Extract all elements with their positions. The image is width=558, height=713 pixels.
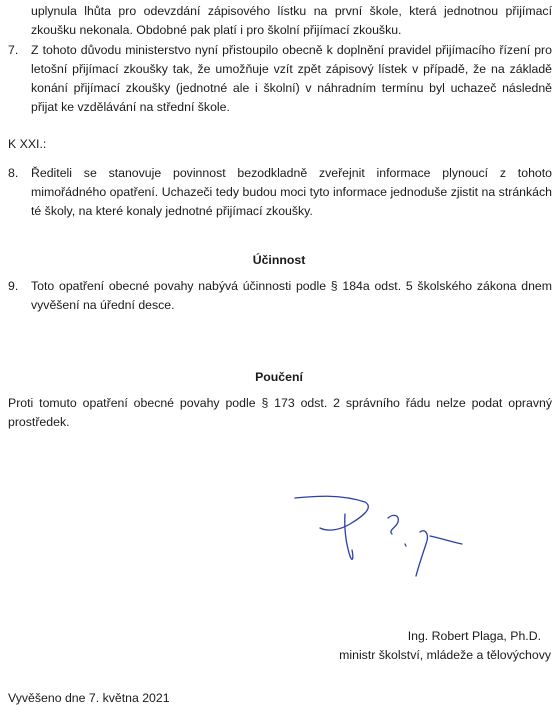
signatory-block: [339, 627, 551, 665]
item-8-text: Řediteli se stanovuje povinnost bezodkladně zveřejnit informace plynoucí z tohoto mimořádného opatření. Uchazeči tedy budou moci tyto informace jednoduše zjistit na stránkách té školy, na které konaly jednotné přijímací zkoušky.: [31, 166, 552, 218]
item-6-text: uplynula lhůta pro odevzdání zápisového lístku na první škole, která jednotnou přijímací zkoušku nekonala. Obdobné pak platí i pro školní přijímací zkoušku.: [31, 4, 552, 37]
item-7: [8, 41, 552, 117]
item-7-number: 7.: [8, 43, 19, 57]
item-9-text: Toto opatření obecné povahy nabývá účinnosti podle § 184a odst. 5 školského zákona dnem vyvěšení na úřední desce.: [31, 279, 552, 312]
item-6-continuation: [8, 2, 552, 40]
item-9-number: 9.: [8, 279, 19, 293]
item-8-number: 8.: [8, 166, 19, 180]
posted-date: Vyvěšeno dne 7. května 2021: [8, 691, 170, 705]
item-8: [8, 164, 552, 221]
signatory-name: Ing. Robert Plaga, Ph.D.: [407, 629, 541, 643]
item-7-text: Z tohoto důvodu ministerstvo nyní přistoupilo obecně k doplnění pravidel přijímacího řízení pro letošní přijímací zkoušky tak, že umožňuje vzít zpět zápisový lístek v případě, že na základě konání přijímací zkoušky (jednotné ale i školní) v náhradním termínu byl uchazeč následně přijat ke vzdělávání na střední škole.: [31, 43, 552, 114]
signatory-title: ministr školství, mládeže a tělovýchovy: [339, 648, 551, 662]
heading-ucinnost: Účinnost: [252, 253, 306, 267]
section-reference: K XXI.:: [8, 137, 47, 151]
item-9: [8, 277, 552, 315]
pouceni-text: Proti tomuto opatření obecné povahy podle § 173 odst. 2 správního řádu nelze podat opravný prostředek.: [8, 396, 552, 429]
heading-pouceni: Poučení: [255, 370, 303, 384]
signature-strokes: [295, 496, 462, 576]
handwritten-signature: [280, 488, 470, 598]
